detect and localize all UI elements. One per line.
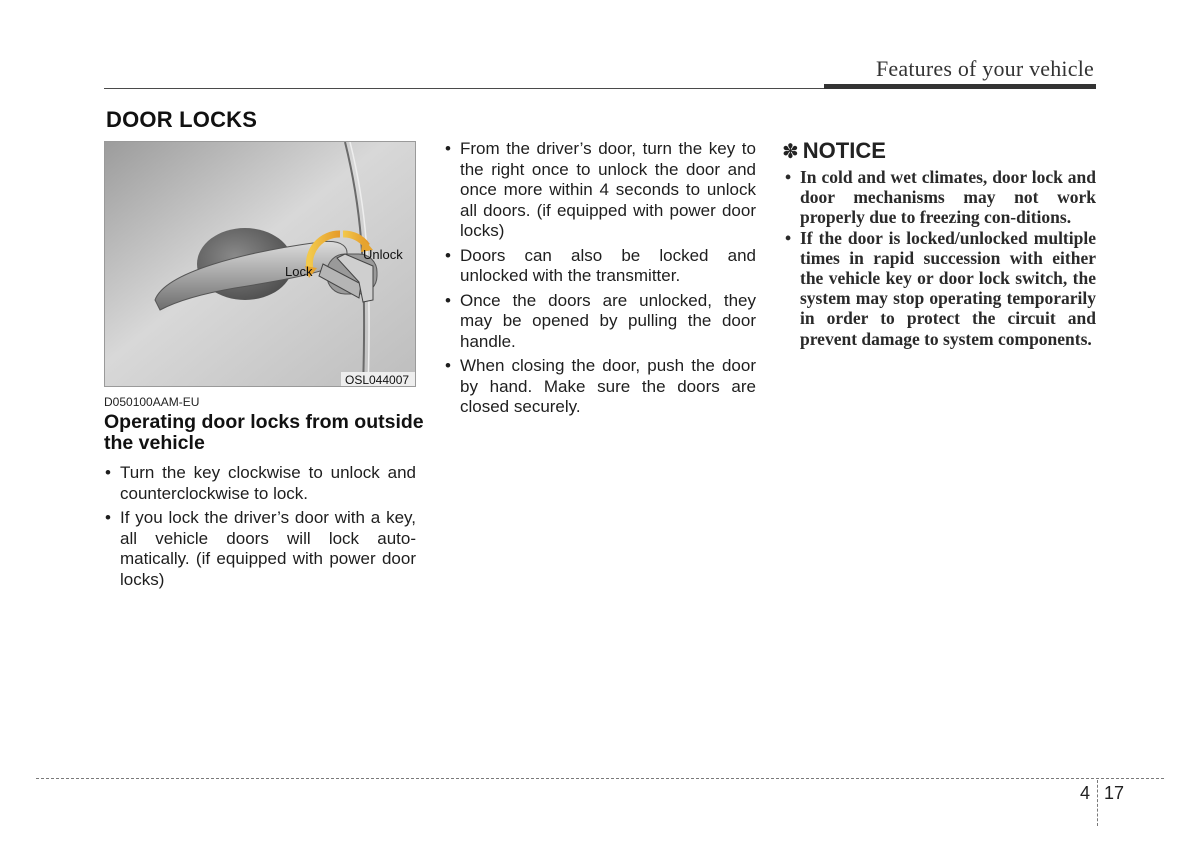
subheading: Operating door locks from outside the vehicle (104, 411, 424, 454)
footer-divider (36, 778, 1164, 779)
list-item: • From the driver’s door, turn the key to the right once to unlock the door and once more within 4 seconds to unlock all doors. (if equipped with power door locks) (444, 139, 756, 242)
document-code: D050100AAM-EU (104, 395, 200, 409)
page-number: 17 (1104, 783, 1125, 803)
lock-label: Lock (285, 264, 313, 279)
list-item: • Doors can also be locked and unlocked with the transmitter. (444, 246, 756, 287)
list-item: • When closing the door, push the door by hand. Make sure the doors are closed securely. (444, 356, 756, 418)
door-handle-illustration (104, 141, 416, 387)
notice-heading (782, 138, 886, 164)
column2-bullet-list (444, 139, 756, 422)
running-header: Features of your vehicle (875, 56, 1094, 81)
asterisk-icon: ✽ (782, 139, 799, 163)
list-item: • If you lock the driver’s door with a key, all vehicle doors will lock auto-matically. (if equipped with power door locks) (104, 508, 416, 590)
figure-code: OSL044007 (345, 373, 410, 387)
footer-page-divider (1097, 780, 1098, 826)
column1-bullet-list (104, 463, 416, 594)
unlock-label: Unlock (363, 247, 403, 262)
list-item: • Turn the key clockwise to unlock and counterclockwise to lock. (104, 463, 416, 504)
notice-item: • If the door is locked/unlocked multiple times in rapid succession with either the vehicle key or door lock switch, the system may stop operating temporarily in order to protect the circuit and prevent damage to system components. (784, 228, 1096, 349)
header-rule-accent (824, 84, 1096, 89)
notice-list (784, 167, 1096, 349)
notice-item: • In cold and wet climates, door lock and door mechanisms may not work properly due to freezing con-ditions. (784, 167, 1096, 228)
chapter-number: 4 (1080, 783, 1091, 803)
notice-title: NOTICE (802, 138, 886, 163)
list-item: • Once the doors are unlocked, they may be opened by pulling the door handle. (444, 291, 756, 353)
section-title: DOOR LOCKS (106, 107, 258, 132)
